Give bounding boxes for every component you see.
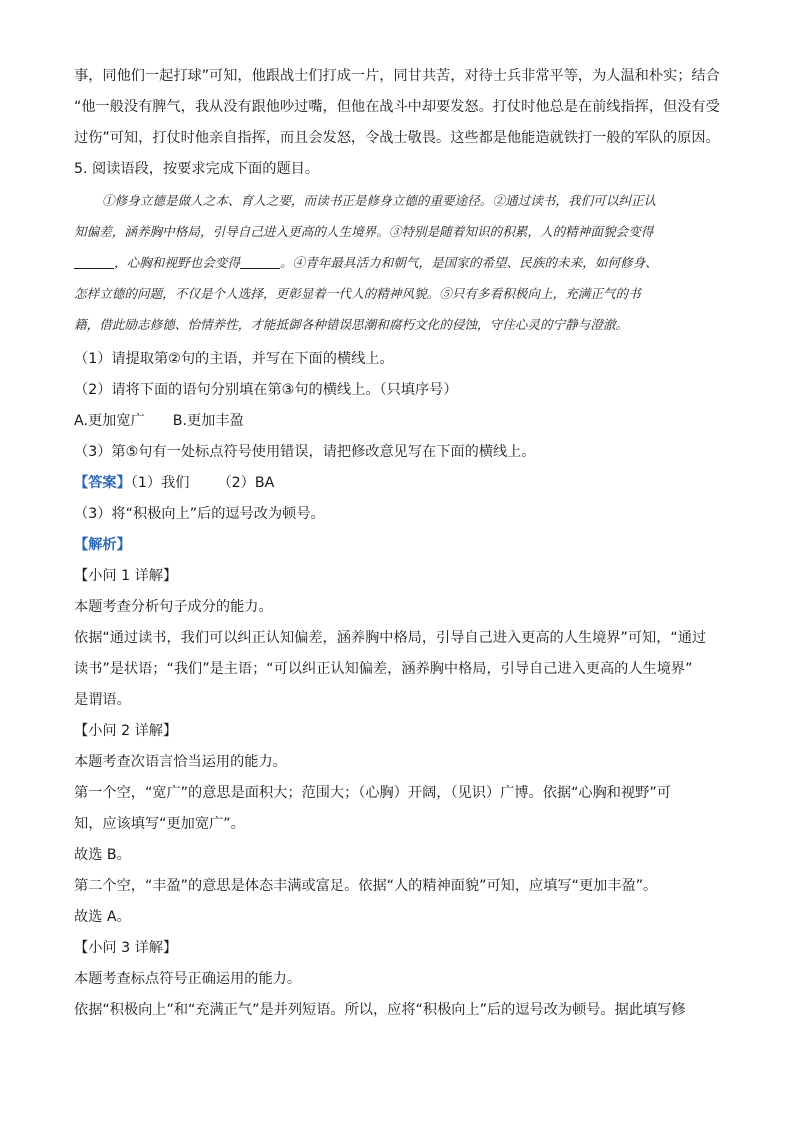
fill-blank-1 [74,254,114,269]
section-title: 【小问 3 详解】 [74,940,178,956]
passage-line: 籍，借此励志修德、怡情养性，才能抵御各种错误思潮和腐朽文化的侵蚀，守住心灵的宁静与澄澈。 [74,317,629,332]
text-line: 依据“通过读书，我们可以纠正认知偏差，涵养胸中格局，引导自己进入更高的人生境界”可知，“通过 [74,630,707,646]
text-line: 故选 A。 [74,909,131,925]
sub-question-3: （3）第⑤句有一处标点符号使用错误，请把修改意见写在下面的横线上。 [74,444,536,460]
answer-2: （2）BA [217,475,275,491]
text-line: 依据“积极向上”和“充满正气”是并列短语。所以，应将“积极向上”后的逗号改为顿号。据此填写修 [74,1002,686,1018]
passage-line: ①修身立德是做人之本、育人之要，而读书正是修身立德的重要途径。②通过读书，我们可以纠正认 [102,193,657,208]
section-title: 【小问 1 详解】 [74,568,178,584]
sub-question-2: （2）请将下面的语句分别填在第③句的横线上。（只填序号） [74,382,458,398]
option-b: B.更加丰盈 [172,413,244,429]
answer-1: （1）我们 [130,475,190,491]
sub-question-1: （1）请提取第②句的主语，并写在下面的横线上。 [74,351,394,367]
option-a: A.更加宽广 [74,413,145,429]
text-line: 本题考查标点符号正确运用的能力。 [74,971,302,987]
text-line: 知，应该填写“更加宽广”。 [74,816,245,832]
text-line: 事，同他们一起打球”可知，他跟战士们打成一片，同甘共苦，对待士兵非常平等，为人温和朴实；结合 [74,68,720,84]
passage-line: 知偏差，涵养胸中格局，引导自己进入更高的人生境界。③特别是随着知识的积累，人的精神面貌会变得 [74,224,654,239]
analysis-label: 【解析】 [74,537,131,553]
text-line: 是谓语。 [74,692,131,708]
text-line: 故选 B。 [74,847,131,863]
options-line [74,411,724,431]
question-title: 5. 阅读语段，按要求完成下面的题目。 [74,161,320,177]
text-line: 过伤”可知，打仗时他亲自指挥，而且会发怒，令战士敬畏。这些都是他能造就铁打一般的军队的原因。 [74,130,720,146]
text-line: 第二个空，“丰盈”的意思是体态丰满或富足。依据“人的精神面貌”可知，应填写“更加丰盈”。 [74,878,658,894]
fill-blank-2 [240,254,280,269]
text-line: “他一般没有脾气，我从没有跟他吵过嘴，但他在战斗中却要发怒。打仗时他总是在前线指挥，但没有受 [74,99,720,115]
text-line: 本题考查次语言恰当运用的能力。 [74,754,287,770]
text-line: 本题考查分析句子成分的能力。 [74,599,273,615]
section-title: 【小问 2 详解】 [74,723,178,739]
answer-3: （3）将“积极向上”后的逗号改为顿号。 [74,506,325,522]
answer-line [74,473,724,493]
text-line: 第一个空，“宽广”的意思是面积大；范围大；（心胸）开阔，（见识）广博。依据“心胸和视野”可 [74,785,671,801]
text-line: 读书”是状语；“我们”是主语；“可以纠正认知偏差，涵养胸中格局，引导自己进入更高的人生境界” [74,661,693,677]
passage-line: 怎样立德的问题，不仅是个人选择，更彰显着一代人的精神风貌。⑤只有多看积极向上，充满正气的书 [74,286,641,301]
passage-line-with-blanks: ，心胸和视野也会变得 。④青年最具活力和朝气，是国家的希望、民族的未来，如何修身、 [74,253,722,273]
answer-label: 【答案】 [74,475,131,491]
